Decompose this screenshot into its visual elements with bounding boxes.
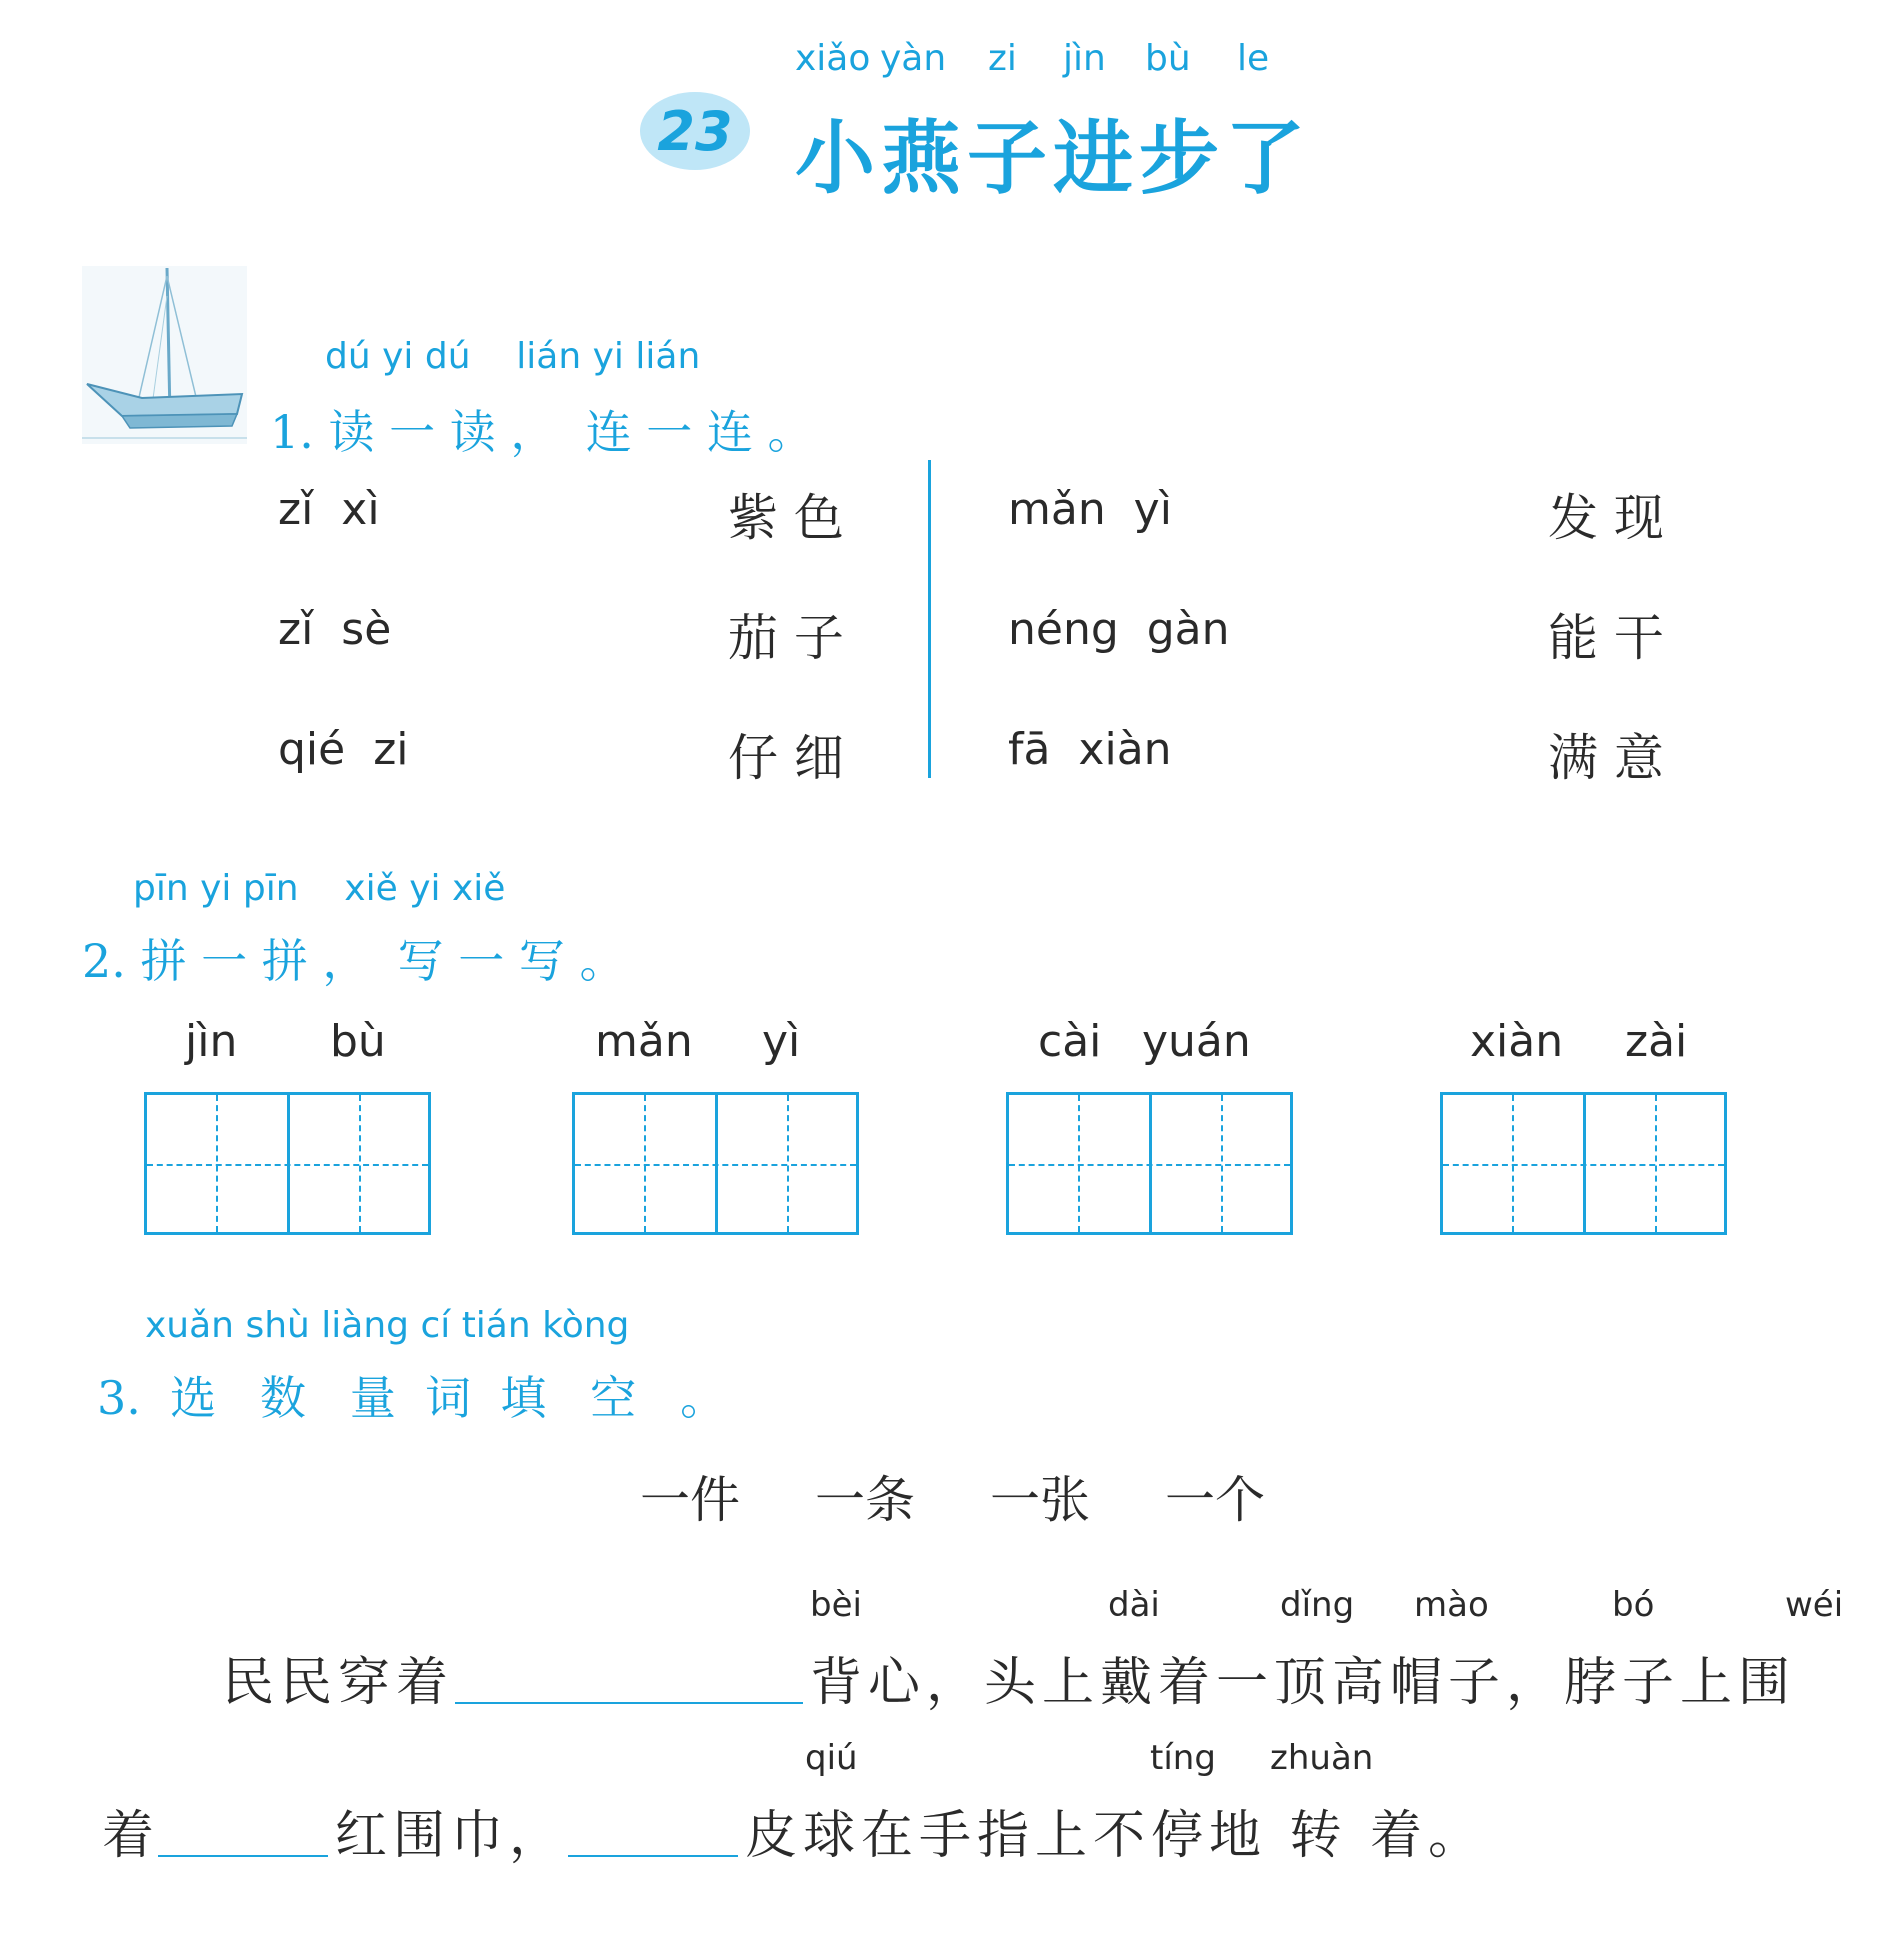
title-pinyin-2: yàn — [880, 38, 947, 79]
left-word-3: 仔 细 — [728, 729, 844, 787]
line2-pinyin-qiu: qiú — [805, 1738, 858, 1778]
title-pinyin-5: bù — [1145, 38, 1191, 79]
grid2-pinyin-1: mǎn — [595, 1016, 693, 1067]
section1-pinyin: dú yi dú lián yi lián — [325, 336, 701, 377]
sailboat-icon — [82, 266, 247, 444]
left-word-2: 茄 子 — [728, 609, 844, 667]
section2-pinyin: pīn yi pīn xiě yi xiě — [133, 868, 506, 909]
column-divider — [928, 460, 931, 778]
writing-grid-3[interactable] — [1006, 1092, 1293, 1235]
line1-pinyin-dai: dài — [1108, 1585, 1160, 1625]
title-pinyin-1: xiǎo — [795, 38, 871, 79]
grid1-pinyin-1: jìn — [185, 1016, 238, 1067]
sailboat-illustration — [82, 266, 247, 444]
line1-pinyin-ding: dǐng — [1280, 1585, 1355, 1625]
line2-text-a: 着 — [102, 1806, 155, 1866]
section2-heading: 2. 拼 一 拼 ， 写 一 写 。 — [82, 934, 626, 988]
blank-3[interactable] — [568, 1855, 738, 1857]
lesson-number-badge — [640, 92, 750, 170]
grid1-pinyin-2: bù — [330, 1016, 386, 1067]
line1-pinyin-wei: wéi — [1785, 1585, 1844, 1625]
grid3-pinyin-2: yuán — [1142, 1016, 1251, 1067]
line1-pinyin-bei: bèi — [810, 1585, 862, 1625]
blank-1[interactable] — [455, 1702, 803, 1704]
lesson-number: 23 — [657, 99, 733, 163]
title-pinyin-3: zi — [988, 38, 1017, 79]
grid4-pinyin-2: zài — [1625, 1016, 1688, 1067]
title-pinyin-4: jìn — [1063, 38, 1106, 79]
section3-pinyin: xuǎn shù liàng cí tián kòng — [145, 1305, 630, 1346]
section1-heading: 1. 读 一 读 ， 连 一 连 。 — [270, 405, 814, 459]
grid2-pinyin-2: yì — [762, 1016, 801, 1067]
line2-text-b: 红围巾， — [335, 1806, 568, 1866]
left-pinyin-3: qié zi — [278, 724, 409, 775]
right-word-3: 满 意 — [1548, 729, 1664, 787]
choice-1: 一件 — [640, 1471, 740, 1529]
line2-text-c: 皮球在手指上不停地 转 着。 — [745, 1806, 1487, 1866]
line2-pinyin-ting: tíng — [1150, 1738, 1216, 1778]
lesson-title: 小燕子进步了 — [795, 111, 1311, 205]
right-pinyin-1: mǎn yì — [1008, 484, 1172, 535]
left-word-1: 紫 色 — [728, 489, 844, 547]
choice-2: 一条 — [815, 1471, 915, 1529]
line1-pinyin-bo: bó — [1612, 1585, 1655, 1625]
writing-grid-4[interactable] — [1440, 1092, 1727, 1235]
left-pinyin-2: zǐ sè — [278, 604, 392, 655]
line2-pinyin-zhuan: zhuàn — [1270, 1738, 1374, 1778]
choice-4: 一个 — [1165, 1471, 1265, 1529]
right-pinyin-2: néng gàn — [1008, 604, 1230, 655]
blank-2[interactable] — [158, 1855, 328, 1857]
line1-pinyin-mao: mào — [1414, 1585, 1489, 1625]
grid3-pinyin-1: cài — [1038, 1016, 1102, 1067]
right-pinyin-3: fā xiàn — [1008, 724, 1172, 775]
choice-3: 一张 — [990, 1471, 1090, 1529]
left-pinyin-1: zǐ xì — [278, 484, 380, 535]
grid4-pinyin-1: xiàn — [1470, 1016, 1564, 1067]
right-word-2: 能 干 — [1548, 609, 1664, 667]
line1-text-b: 背心，头上戴着一顶高帽子，脖子上围 — [810, 1653, 1797, 1713]
writing-grid-2[interactable] — [572, 1092, 859, 1235]
right-word-1: 发 现 — [1548, 489, 1664, 547]
writing-grid-1[interactable] — [144, 1092, 431, 1235]
section3-heading: 3. 选 数 量 词 填 空 。 — [97, 1371, 727, 1425]
title-pinyin-6: le — [1237, 38, 1270, 79]
line1-text-a: 民民穿着 — [222, 1653, 455, 1713]
